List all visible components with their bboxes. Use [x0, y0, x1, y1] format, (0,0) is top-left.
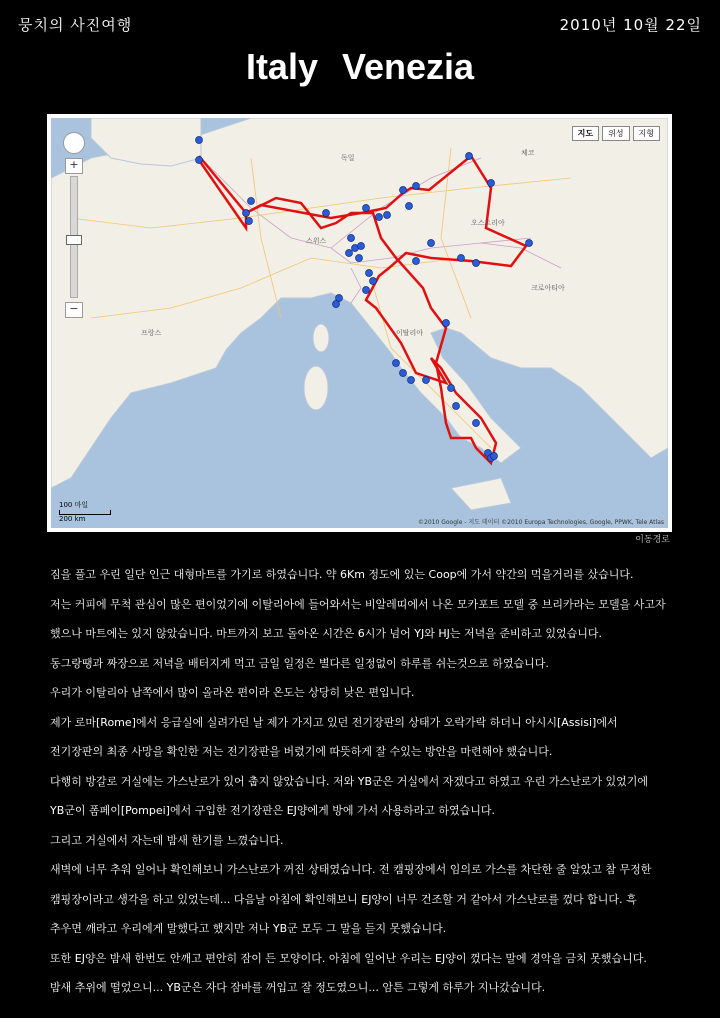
map-type-map-button[interactable]: 지도: [572, 126, 599, 141]
corsica-land: [313, 324, 329, 352]
zoom-slider-thumb[interactable]: [66, 235, 82, 245]
paragraph: 그리고 거실에서 자는데 밤새 한기를 느꼈습니다.: [50, 833, 284, 847]
map-label: 크로아티아: [531, 284, 565, 292]
zoom-slider[interactable]: [70, 176, 78, 298]
map-scale: [59, 501, 111, 524]
zoom-in-button[interactable]: +: [65, 158, 83, 174]
map-label: 오스트리아: [471, 219, 505, 227]
paragraph: 짐을 풀고 우린 일단 인근 대형마트를 가기로 하였습니다. 약 6Km 정도에 있는 Coop에 가서 약간의 먹을거리를 샀습니다.: [50, 568, 634, 581]
map-zoom-control[interactable]: [63, 132, 85, 318]
paragraph: 했으나 마트에는 있지 않았습니다. 마트까지 보고 돌아온 시간은 6시가 넘어 YJ와 HJ는 저녁을 준비하고 있었습니다.: [50, 627, 602, 640]
map-label: 스위스: [306, 237, 327, 245]
paragraph: 우리가 이탈리아 남쪽에서 많이 올라온 편이라 온도는 상당히 낮은 편입니다.: [50, 686, 415, 699]
map-type-bar: [572, 126, 660, 141]
route-map-frame: [47, 114, 672, 532]
page-title: Italy Venezia: [245, 46, 475, 87]
paragraph: YB군이 폼페이[Pompei]에서 구입한 전기장판은 EJ양에게 방에 가서 사용하라고 하였습니다.: [50, 804, 496, 817]
paragraph: 동그랑땡과 짜장으로 저녁을 배터지게 먹고 금일 일정은 별다른 일정없이 하루를 쉬는것으로 하였습니다.: [50, 656, 549, 670]
scale-label-km: 200 km: [59, 515, 86, 523]
map-label: 독일: [341, 154, 355, 162]
paragraph: 캠핑장이라고 생각을 하고 있었는데... 다음날 아침에 확인해보니 EJ양이 너무 건조할 거 같아서 가스난로를 껐다 합니다. 흑: [50, 892, 637, 906]
paragraph: 제가 로마[Rome]에서 응급실에 실려가던 날 제가 가지고 있던 전기장판의 상태가 오락가락 하더니 아시시[Assisi]에서: [50, 715, 618, 729]
map-copyright: ©2010 Google - 지도 데이터 ©2010 Europa Technologies, Google, PPWK, Tele Atlas: [418, 519, 664, 526]
zoom-out-button[interactable]: −: [65, 302, 83, 318]
map-label: 체코: [521, 149, 535, 157]
post-body: [50, 560, 680, 1003]
paragraph: 밤새 추위에 떨었으니... YB군은 자다 잠바를 꺼입고 잘 정도였으니... 암튼 그렇게 하루가 지나갔습니다.: [50, 981, 546, 994]
map-canvas: [51, 118, 668, 528]
map-type-satellite-button[interactable]: 위성: [602, 126, 629, 141]
map-label: 프랑스: [141, 329, 162, 337]
route-map[interactable]: [51, 118, 668, 528]
pan-control-icon[interactable]: [63, 132, 85, 154]
scale-label-miles: 100 마일: [59, 501, 89, 509]
paragraph: 추우면 깨라고 우리에게 말했다고 했지만 저나 YB군 모두 그 말을 듣지 못했습니다.: [50, 922, 447, 935]
post-date: 2010년 10월 22일: [559, 16, 702, 34]
map-label: 이탈리아: [396, 329, 424, 337]
paragraph: 새벽에 너무 추워 일어나 확인해보니 가스난로가 꺼진 상태였습니다. 전 캠핑장에서 임의로 가스를 차단한 줄 알았고 참 무정한: [50, 863, 652, 876]
map-caption-watermark: 이동경로: [635, 535, 670, 545]
paragraph: 저는 커피에 무척 관심이 많은 편이었기에 이탈리아에 들어와서는 비알레띠에서 나온 모카포트 모델 중 브리카라는 모델을 사고자: [50, 597, 666, 611]
paragraph: 전기장판의 최종 사망을 확인한 저는 전기장판을 버렸기에 따뜻하게 잘 수있는 방안을 마련해야 했습니다.: [50, 745, 553, 758]
paragraph: 다행히 방갈로 거실에는 가스난로가 있어 춥지 않았습니다. 저와 YB군은 거실에서 자겠다고 하였고 우린 가스난로가 있었기에: [50, 774, 649, 788]
map-type-terrain-button[interactable]: 지형: [633, 126, 660, 141]
paragraph: 또한 EJ양은 밤새 한번도 안깨고 편안히 잠이 든 모양이다. 아침에 일어난 우리는 EJ양이 껐다는 말에 경악을 금치 못했습니다.: [50, 951, 647, 965]
blog-title: 뭉치의 사진여행: [18, 16, 133, 34]
sardinia-land: [304, 366, 328, 410]
